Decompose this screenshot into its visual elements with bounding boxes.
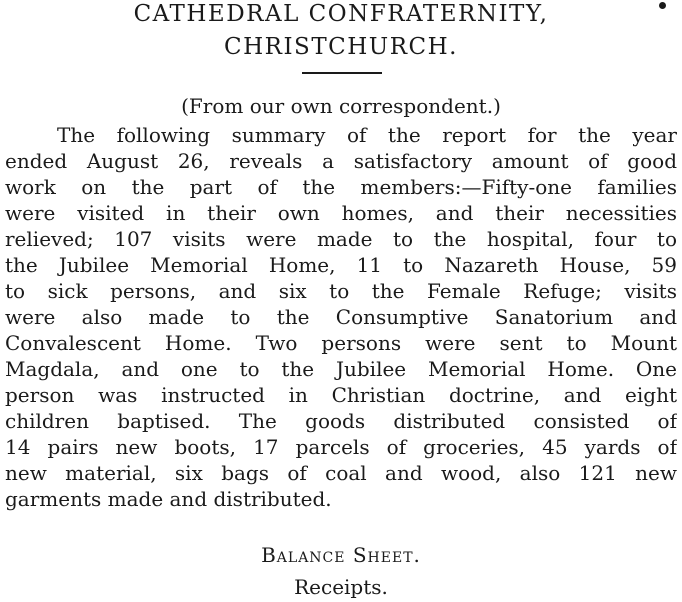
body-line: Magdala, and one to the Jubilee Memorial Home. One — [5, 357, 677, 381]
body-line: were visited in their own homes, and their necessities — [5, 201, 677, 225]
body-line: 14 pairs new boots, 17 parcels of groceries, 45 yards of — [5, 435, 677, 459]
headline-line-2: CHRISTCHURCH. — [224, 34, 458, 60]
body-line: person was instructed in Christian doctrine, and eight — [5, 383, 677, 407]
body-line: garments made and distributed. — [5, 487, 332, 511]
body-line: the Jubilee Memorial Home, 11 to Nazareth House, 59 — [5, 253, 677, 277]
body-line: children baptised. The goods distributed consisted of — [5, 409, 677, 433]
body-line: work on the part of the members:—Fifty-one families — [5, 175, 677, 199]
byline: (From our own correspondent.) — [181, 94, 501, 118]
headline-line-1: CATHEDRAL CONFRATERNITY, — [133, 1, 549, 27]
body-line: ended August 26, reveals a satisfactory amount of good — [5, 149, 677, 173]
balance-sheet-heading: Balance Sheet. — [261, 543, 421, 567]
body-line: to sick persons, and six to the Female Refuge; visits — [5, 279, 677, 303]
print-speck-dot — [659, 2, 666, 9]
article-body — [5, 122, 677, 512]
body-line: Convalescent Home. Two persons were sent to Mount — [5, 331, 677, 355]
body-line: relieved; 107 visits were made to the hospital, four to — [5, 227, 677, 251]
body-line: The following summary of the report for the year — [57, 123, 677, 147]
body-line: new material, six bags of coal and wood, also 121 new — [5, 461, 677, 485]
body-line: were also made to the Consumptive Sanatorium and — [5, 305, 677, 329]
headline-divider-rule — [302, 72, 382, 74]
receipts-heading: Receipts. — [294, 575, 388, 599]
